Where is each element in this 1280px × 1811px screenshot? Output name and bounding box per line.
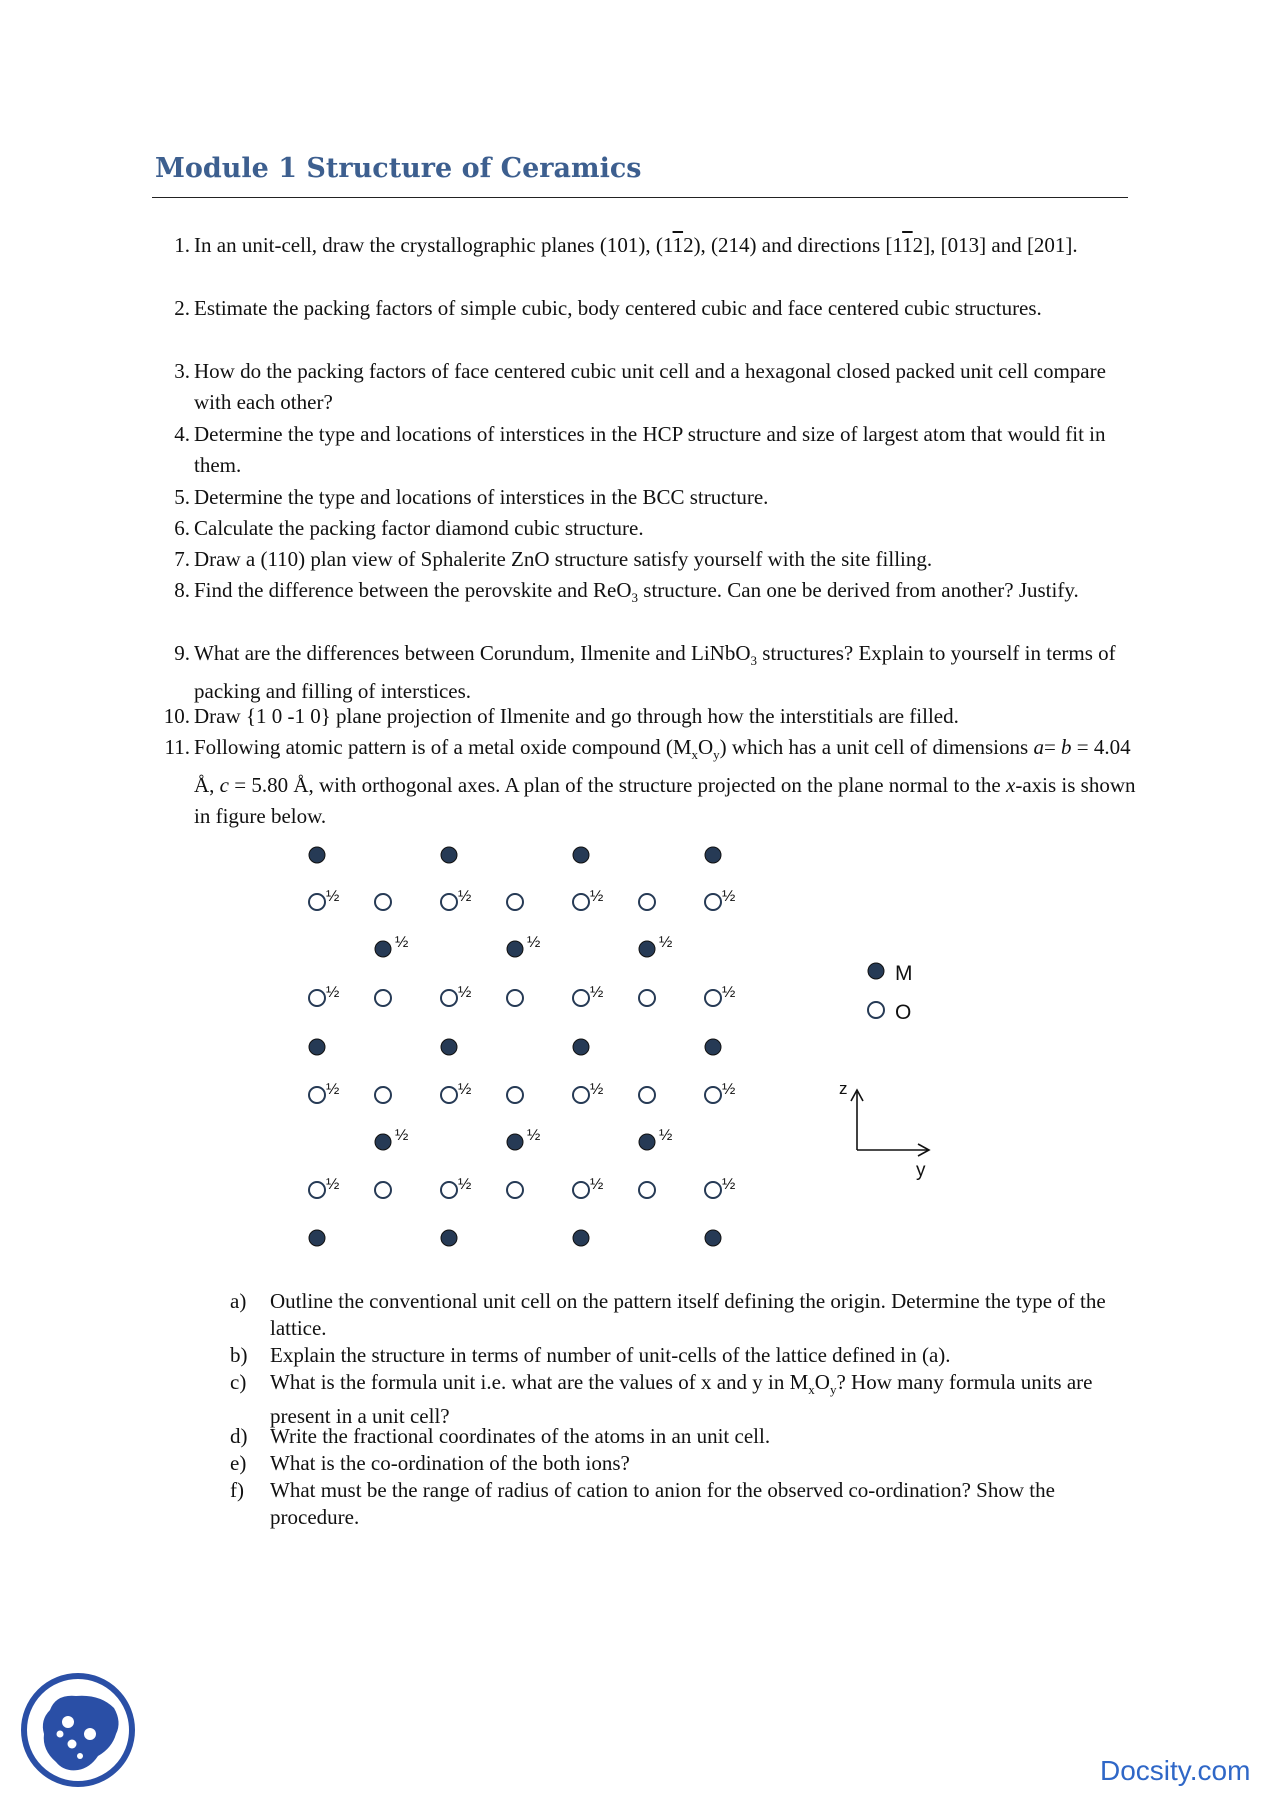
height-label-half: ½ bbox=[458, 984, 472, 1001]
question-number: 5. bbox=[174, 485, 190, 509]
question-text: Draw {1 0 -1 0} plane projection of Ilmenite and go through how the interstitials are filled. bbox=[194, 704, 959, 728]
oxygen-atom bbox=[441, 1182, 457, 1198]
oxygen-atom bbox=[573, 990, 589, 1006]
oxygen-atom bbox=[639, 894, 655, 910]
metal-atom bbox=[705, 1230, 721, 1246]
logo-dot bbox=[77, 1753, 83, 1759]
subquestion-label: a) bbox=[230, 1289, 247, 1313]
oxygen-atom bbox=[375, 990, 391, 1006]
height-label-half: ½ bbox=[395, 1127, 409, 1144]
oxygen-atom bbox=[441, 1087, 457, 1103]
height-label-half: ½ bbox=[395, 934, 409, 951]
oxygen-atom bbox=[309, 894, 325, 910]
legend-oxygen-marker bbox=[868, 1002, 884, 1018]
question-text: Calculate the packing factor diamond cubic structure. bbox=[194, 516, 644, 540]
question-text: How do the packing factors of face centered cubic unit cell and a hexagonal closed packed unit cell compare with each other? bbox=[194, 359, 1106, 414]
oxygen-atom bbox=[309, 1182, 325, 1198]
metal-atom bbox=[309, 847, 325, 863]
question-text: In an unit-cell, draw the crystallographic planes (101), (112), (214) and directions [112], [013] and [201]. bbox=[194, 233, 1078, 257]
metal-atom bbox=[573, 847, 589, 863]
height-label-half: ½ bbox=[590, 888, 604, 905]
height-label-half: ½ bbox=[458, 1081, 472, 1098]
metal-atom bbox=[573, 1039, 589, 1055]
question-number: 10. bbox=[163, 704, 190, 728]
subquestion-text: Outline the conventional unit cell on the pattern itself defining the origin. Determine the type of the lattice. bbox=[270, 1289, 1106, 1340]
oxygen-atom bbox=[639, 1182, 655, 1198]
height-label-half: ½ bbox=[326, 984, 340, 1001]
question-number: 8. bbox=[174, 578, 190, 602]
oxygen-atom bbox=[639, 1087, 655, 1103]
legend-metal-marker bbox=[868, 963, 884, 979]
question-text: What are the differences between Corundum, Ilmenite and LiNbO$_3$ structures? Explain to yourself in terms of packing and filling of interstices. bbox=[194, 641, 1116, 704]
height-label-half: ½ bbox=[659, 934, 673, 951]
metal-atom bbox=[639, 941, 655, 957]
height-label-half: ½ bbox=[659, 1127, 673, 1144]
height-label-half: ½ bbox=[326, 1176, 340, 1193]
subquestion-label: c) bbox=[230, 1370, 247, 1394]
logo-dot bbox=[68, 1740, 77, 1749]
oxygen-atom bbox=[375, 1087, 391, 1103]
subquestion-label: e) bbox=[230, 1451, 247, 1475]
oxygen-atom bbox=[441, 990, 457, 1006]
question-number: 6. bbox=[174, 516, 190, 540]
height-label-half: ½ bbox=[722, 888, 736, 905]
metal-atom bbox=[309, 1039, 325, 1055]
legend-metal-label: M bbox=[895, 962, 913, 985]
question-number: 3. bbox=[174, 359, 190, 383]
oxygen-atom bbox=[507, 894, 523, 910]
question-text: Draw a (110) plan view of Sphalerite ZnO structure satisfy yourself with the site filling. bbox=[194, 547, 933, 571]
page-title: Module 1 Structure of Ceramics bbox=[155, 153, 642, 184]
metal-atom bbox=[441, 1230, 457, 1246]
height-label-half: ½ bbox=[326, 888, 340, 905]
question-number: 11. bbox=[164, 735, 190, 759]
height-label-half: ½ bbox=[722, 1176, 736, 1193]
height-label-half: ½ bbox=[458, 1176, 472, 1193]
oxygen-atom bbox=[705, 1182, 721, 1198]
atom-lattice bbox=[309, 847, 735, 1246]
question-number: 7. bbox=[174, 547, 190, 571]
height-label-half: ½ bbox=[722, 1081, 736, 1098]
question-number: 1. bbox=[174, 233, 190, 257]
subquestion-b bbox=[230, 1342, 1130, 1369]
oxygen-atom bbox=[573, 894, 589, 910]
question-text: Determine the type and locations of interstices in the BCC structure. bbox=[194, 485, 769, 509]
height-label-half: ½ bbox=[590, 1176, 604, 1193]
question-number: 4. bbox=[174, 422, 190, 446]
legend bbox=[868, 962, 913, 1024]
z-axis-label: z bbox=[839, 1079, 848, 1098]
height-label-half: ½ bbox=[590, 1081, 604, 1098]
oxygen-atom bbox=[375, 1182, 391, 1198]
brand-link[interactable]: Docsity.com bbox=[1100, 1755, 1251, 1786]
subquestion-text: Write the fractional coordinates of the atoms in an unit cell. bbox=[270, 1424, 771, 1448]
oxygen-atom bbox=[309, 990, 325, 1006]
oxygen-atom bbox=[375, 894, 391, 910]
metal-atom bbox=[705, 847, 721, 863]
subquestion-e bbox=[230, 1450, 1130, 1477]
subquestion-label: d) bbox=[230, 1424, 248, 1448]
logo-dot bbox=[57, 1731, 64, 1738]
docsity-logo[interactable] bbox=[20, 1672, 136, 1788]
subquestion-label: f) bbox=[230, 1478, 244, 1502]
oxygen-atom bbox=[705, 990, 721, 1006]
metal-atom bbox=[375, 941, 391, 957]
question-text: Following atomic pattern is of a metal oxide compound $(M_xO_y)$ which has a unit cell of dimensions a= b = 4.04 Å, c = 5.80 Å, with orthogonal axes. A plan of the structure projected on the plane normal to the x-axis is shown in figure below. bbox=[194, 735, 1136, 829]
oxygen-atom bbox=[573, 1087, 589, 1103]
metal-atom bbox=[705, 1039, 721, 1055]
height-label-half: ½ bbox=[458, 888, 472, 905]
metal-atom bbox=[375, 1134, 391, 1150]
subquestion-label: b) bbox=[230, 1343, 248, 1367]
metal-atom bbox=[573, 1230, 589, 1246]
height-label-half: ½ bbox=[326, 1081, 340, 1098]
metal-atom bbox=[507, 941, 523, 957]
height-label-half: ½ bbox=[527, 1127, 541, 1144]
question-number: 2. bbox=[174, 296, 190, 320]
height-label-half: ½ bbox=[722, 984, 736, 1001]
y-axis-label: y bbox=[916, 1160, 926, 1181]
subquestion-d bbox=[230, 1423, 1130, 1450]
oxygen-atom bbox=[573, 1182, 589, 1198]
axes-indicator bbox=[839, 1079, 929, 1181]
subquestion-a bbox=[230, 1288, 1130, 1342]
subquestion-c bbox=[230, 1369, 1130, 1430]
question-text: Estimate the packing factors of simple cubic, body centered cubic and face centered cubic structures. bbox=[194, 296, 1042, 320]
oxygen-atom bbox=[441, 894, 457, 910]
metal-atom bbox=[441, 1039, 457, 1055]
oxygen-atom bbox=[639, 990, 655, 1006]
logo-dot bbox=[84, 1728, 96, 1740]
oxygen-atom bbox=[309, 1087, 325, 1103]
question-text: Determine the type and locations of interstices in the HCP structure and size of largest atom that would fit in them. bbox=[194, 422, 1106, 477]
question-number: 9. bbox=[174, 641, 190, 665]
subquestion-text: What is the formula unit i.e. what are the values of x and y in $M_xO_y$? How many formula units are present in a unit cell? bbox=[270, 1370, 1093, 1429]
oxygen-atom bbox=[507, 1087, 523, 1103]
oxygen-atom bbox=[705, 1087, 721, 1103]
subquestion-text: Explain the structure in terms of number of unit-cells of the lattice defined in (a). bbox=[270, 1343, 951, 1367]
subquestion-text: What must be the range of radius of cation to anion for the observed co-ordination? Show the procedure. bbox=[270, 1478, 1055, 1529]
height-label-half: ½ bbox=[590, 984, 604, 1001]
metal-atom bbox=[441, 847, 457, 863]
oxygen-atom bbox=[705, 894, 721, 910]
metal-atom bbox=[507, 1134, 523, 1150]
oxygen-atom bbox=[507, 1182, 523, 1198]
subquestion-text: What is the co-ordination of the both ions? bbox=[270, 1451, 630, 1475]
subquestion-f bbox=[230, 1477, 1130, 1531]
oxygen-atom bbox=[507, 990, 523, 1006]
legend-oxygen-label: O bbox=[895, 1001, 912, 1024]
logo-dot bbox=[62, 1716, 74, 1728]
metal-atom bbox=[309, 1230, 325, 1246]
metal-atom bbox=[639, 1134, 655, 1150]
height-label-half: ½ bbox=[527, 934, 541, 951]
question-text: Find the difference between the perovskite and ReO$_3$ structure. Can one be derived from another? Justify. bbox=[194, 578, 1079, 606]
